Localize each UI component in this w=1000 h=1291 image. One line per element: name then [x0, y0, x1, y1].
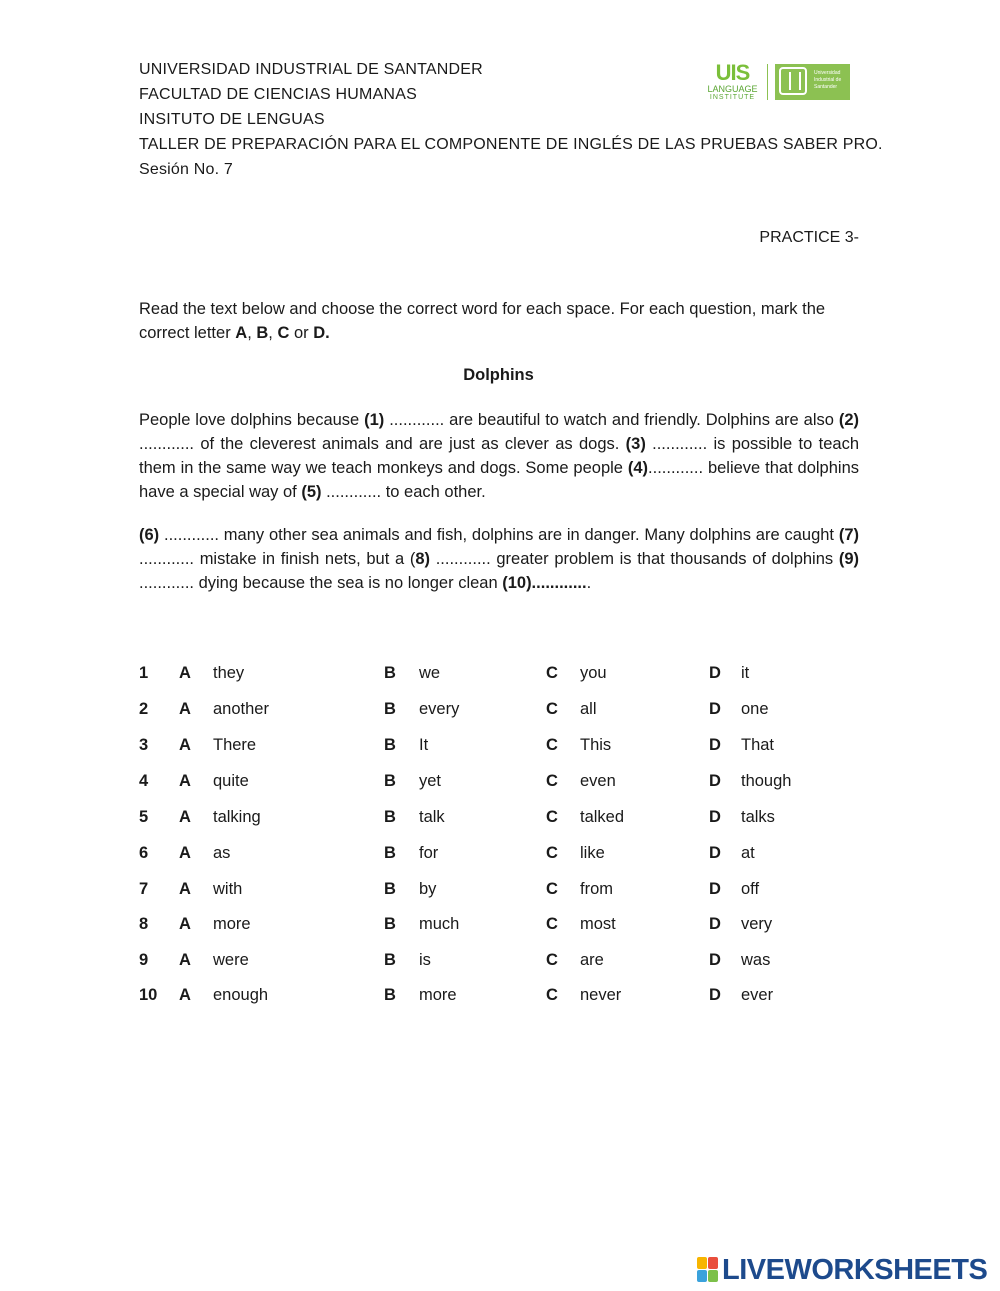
option-letter-d: D: [709, 986, 721, 1004]
passage-title: Dolphins: [463, 366, 534, 384]
instructions-sep: ,: [268, 324, 278, 342]
session-number: Sesión No. 7: [139, 161, 234, 178]
logo-divider: [767, 64, 768, 100]
question-number: 10: [139, 986, 158, 1004]
option-d[interactable]: very: [741, 915, 773, 933]
question-row: [0, 769, 1000, 793]
option-letter-c: C: [546, 700, 558, 718]
passage-paragraph-1: [139, 408, 859, 504]
question-row: [0, 948, 1000, 972]
liveworksheets-brand: LIVEWORKSHEETS: [722, 1254, 988, 1286]
question-row: [0, 661, 1000, 685]
passage-text: People love dolphins because: [139, 411, 365, 429]
option-c[interactable]: like: [580, 844, 605, 862]
gap-number: (3): [625, 435, 646, 453]
gap-number: (7): [838, 526, 859, 544]
option-letter-c: C: [546, 915, 558, 933]
option-c[interactable]: talked: [580, 808, 625, 826]
instructions-letter-d: D.: [313, 324, 330, 342]
option-letter-d: D: [709, 808, 721, 826]
passage-paragraph-2: [139, 523, 859, 595]
option-c[interactable]: most: [580, 915, 616, 933]
option-letter-b: B: [384, 986, 396, 1004]
university-seal-icon: [779, 67, 807, 95]
question-number: 2: [139, 700, 149, 718]
logo-university-badge: [775, 64, 850, 100]
option-d[interactable]: was: [741, 951, 771, 969]
instructions-or: or: [289, 324, 314, 342]
option-letter-a: A: [179, 700, 191, 718]
option-b[interactable]: for: [419, 844, 439, 862]
instructions-letter-a: A: [235, 324, 248, 342]
option-letter-d: D: [709, 700, 721, 718]
option-c[interactable]: never: [580, 986, 622, 1004]
logo-institute-text: INSTITUTE: [709, 94, 756, 101]
option-letter-a: A: [179, 664, 191, 682]
question-row: [0, 733, 1000, 757]
passage-text: ............ greater problem is that thousands of dolphins: [430, 550, 839, 568]
question-row: [0, 805, 1000, 829]
option-a[interactable]: quite: [213, 772, 249, 790]
option-letter-d: D: [709, 772, 721, 790]
option-letter-a: A: [179, 772, 191, 790]
option-a[interactable]: enough: [213, 986, 269, 1004]
option-letter-b: B: [384, 808, 396, 826]
instructions-letter-b: B: [256, 324, 269, 342]
option-letter-a: A: [179, 880, 191, 898]
gap-number: (2): [838, 411, 859, 429]
option-letter-c: C: [546, 951, 558, 969]
option-a[interactable]: with: [213, 880, 243, 898]
option-c[interactable]: even: [580, 772, 616, 790]
option-letter-b: B: [384, 844, 396, 862]
uis-language-institute-logo: [705, 62, 850, 102]
option-letter-a: A: [179, 844, 191, 862]
option-a[interactable]: more: [213, 915, 251, 933]
option-letter-c: C: [546, 880, 558, 898]
question-number: 3: [139, 736, 149, 754]
option-letter-b: B: [384, 915, 396, 933]
question-row: [0, 912, 1000, 936]
option-b[interactable]: more: [419, 986, 457, 1004]
instructions-letter-c: C: [277, 324, 290, 342]
question-number: 5: [139, 808, 149, 826]
option-b[interactable]: is: [419, 951, 431, 969]
option-letter-c: C: [546, 986, 558, 1004]
option-d[interactable]: off: [741, 880, 760, 898]
option-b[interactable]: we: [419, 664, 441, 682]
option-letter-a: A: [179, 951, 191, 969]
option-d[interactable]: ever: [741, 986, 774, 1004]
option-a[interactable]: There: [213, 736, 257, 754]
question-number: 9: [139, 951, 149, 969]
gap-number: (5): [301, 483, 322, 501]
option-d[interactable]: at: [741, 844, 755, 862]
gap-number: (10)............: [502, 574, 587, 592]
option-letter-a: A: [179, 736, 191, 754]
instructions-text: Read the text below and choose the correct word for each space. For each question, mark the correct letter: [139, 300, 826, 342]
option-letter-d: D: [709, 844, 721, 862]
option-a[interactable]: talking: [213, 808, 261, 826]
university-name: UNIVERSIDAD INDUSTRIAL DE SANTANDER: [139, 61, 483, 78]
workshop-title: TALLER DE PREPARACIÓN PARA EL COMPONENTE DE INGLÉS DE LAS PRUEBAS SABER PRO.: [139, 136, 883, 153]
gap-number: (9): [838, 550, 859, 568]
liveworksheets-icon: [697, 1257, 719, 1283]
option-letter-c: C: [546, 808, 558, 826]
option-letter-d: D: [709, 915, 721, 933]
option-a[interactable]: another: [213, 700, 269, 718]
option-letter-b: B: [384, 951, 396, 969]
option-b[interactable]: by: [419, 880, 437, 898]
passage-text: ............ are beautiful to watch and friendly. Dolphins are also: [384, 411, 839, 429]
liveworksheets-logo[interactable]: [697, 1252, 997, 1288]
option-letter-d: D: [709, 664, 721, 682]
passage-text: .: [586, 574, 592, 592]
option-letter-a: A: [179, 986, 191, 1004]
option-b[interactable]: It: [419, 736, 429, 754]
question-number: 7: [139, 880, 149, 898]
logo-uis-text: UIS: [715, 60, 750, 85]
option-c[interactable]: you: [580, 664, 607, 682]
option-d[interactable]: talks: [741, 808, 775, 826]
option-c[interactable]: all: [580, 700, 597, 718]
gap-number: (6): [139, 526, 160, 544]
passage-text: ............ many other sea animals and fish, dolphins are in danger. Many dolphins are caught: [159, 526, 839, 544]
option-letter-c: C: [546, 844, 558, 862]
question-row: [0, 877, 1000, 901]
option-letter-b: B: [384, 772, 396, 790]
option-d[interactable]: That: [741, 736, 775, 754]
option-a[interactable]: as: [213, 844, 231, 862]
logo-language-text: LANGUAGE: [707, 84, 758, 94]
passage-text: ............ is possible to teach them in the same way we teach monkeys and dogs. Some people: [139, 435, 859, 477]
option-c[interactable]: This: [580, 736, 612, 754]
logo-university-text: Universidad Industrial de Santander: [814, 70, 842, 90]
gap-number: 8): [415, 550, 431, 568]
option-letter-d: D: [709, 951, 721, 969]
passage-text: ............ of the cleverest animals and are just as clever as dogs.: [139, 435, 626, 453]
option-d[interactable]: one: [741, 700, 769, 718]
question-number: 8: [139, 915, 149, 933]
option-c[interactable]: are: [580, 951, 604, 969]
question-row: [0, 983, 1000, 1007]
passage-text: ............ mistake in finish nets, but a (: [139, 550, 416, 568]
question-number: 4: [139, 772, 149, 790]
option-letter-c: C: [546, 664, 558, 682]
question-row: [0, 841, 1000, 865]
passage-text: ............ to each other.: [321, 483, 486, 501]
option-letter-b: B: [384, 880, 396, 898]
practice-label: PRACTICE 3-: [759, 229, 859, 246]
option-letter-b: B: [384, 664, 396, 682]
option-b[interactable]: talk: [419, 808, 445, 826]
question-row: [0, 697, 1000, 721]
instructions: [139, 297, 859, 345]
option-letter-c: C: [546, 736, 558, 754]
option-d[interactable]: it: [741, 664, 750, 682]
gap-number: (1): [364, 411, 385, 429]
option-b[interactable]: yet: [419, 772, 442, 790]
option-d[interactable]: though: [741, 772, 792, 790]
passage-text: ............ believe that dolphins have a special way of: [139, 459, 860, 501]
option-letter-b: B: [384, 700, 396, 718]
option-c[interactable]: from: [580, 880, 613, 898]
option-letter-c: C: [546, 772, 558, 790]
option-letter-d: D: [709, 736, 721, 754]
option-letter-d: D: [709, 880, 721, 898]
option-a[interactable]: were: [213, 951, 249, 969]
instructions-sep: ,: [247, 324, 257, 342]
option-letter-b: B: [384, 736, 396, 754]
institute-name: INSITUTO DE LENGUAS: [139, 111, 325, 128]
faculty-name: FACULTAD DE CIENCIAS HUMANAS: [139, 86, 417, 103]
option-a[interactable]: they: [213, 664, 245, 682]
option-b[interactable]: every: [419, 700, 460, 718]
passage-text: ............ dying because the sea is no longer clean: [139, 574, 503, 592]
option-letter-a: A: [179, 808, 191, 826]
option-letter-a: A: [179, 915, 191, 933]
question-number: 6: [139, 844, 149, 862]
option-b[interactable]: much: [419, 915, 460, 933]
gap-number: (4): [627, 459, 649, 477]
question-number: 1: [139, 664, 149, 682]
